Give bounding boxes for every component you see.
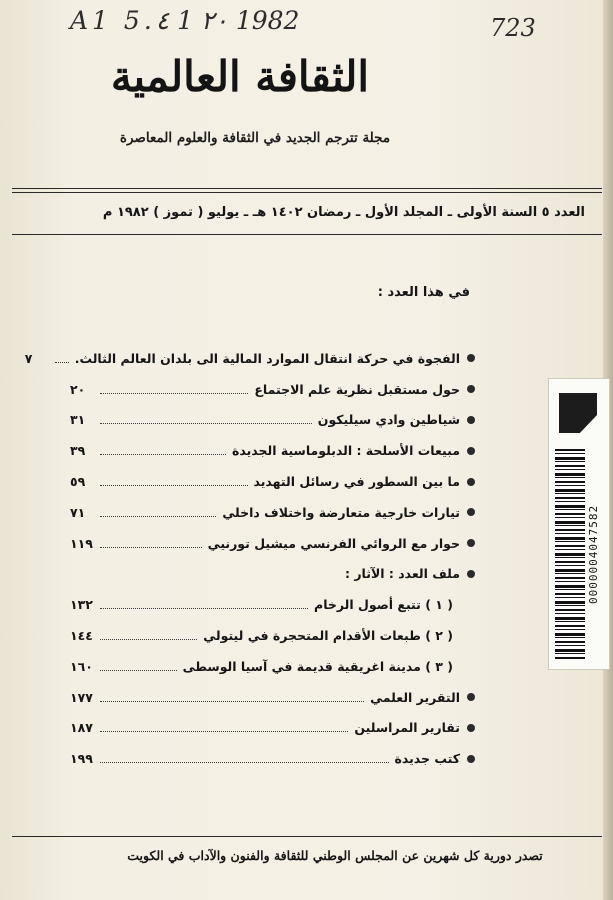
dot-leader xyxy=(100,547,202,548)
toc-entry-page: ١٨٧ xyxy=(70,720,93,736)
bullet-icon xyxy=(467,755,475,763)
toc-entry-title: حول مستقبل نظرية علم الاجتماع xyxy=(254,381,460,397)
bullet-icon xyxy=(467,508,475,516)
bullet-icon xyxy=(467,724,475,732)
handwritten-catalog-code: A1 5.٤ 1 ٢٠ 1982 xyxy=(70,6,300,35)
toc-entry-page: ٧١ xyxy=(70,504,86,520)
toc-entry-title: الفجوة في حركة انتقال الموارد المالية الى بلدان العالم الثالث. xyxy=(74,350,460,366)
bullet-icon xyxy=(467,416,475,424)
bullet-icon xyxy=(467,539,475,547)
toc-entry-page: ٢٠ xyxy=(70,381,86,397)
toc-entry-title: ( ١ ) تتبع أصول الرخام xyxy=(314,597,453,613)
toc-entry xyxy=(70,497,475,528)
dot-leader xyxy=(100,670,177,671)
dot-leader xyxy=(100,608,308,609)
toc-entry-title: مبيعات الأسلحة : الدبلوماسية الجديدة xyxy=(232,443,460,459)
top-rule xyxy=(12,188,602,189)
dot-leader xyxy=(100,762,389,763)
toc-entry xyxy=(24,343,475,374)
bullet-icon xyxy=(467,478,475,486)
toc-entry-title: كتب جديدة xyxy=(394,751,460,767)
bullet-icon xyxy=(467,447,475,455)
toc-entry xyxy=(70,620,475,651)
magazine-title: الثقافة العالمية xyxy=(110,52,370,101)
toc-entry-title: ( ٢ ) طبعات الأقدام المتحجرة في ليتولي xyxy=(203,628,453,644)
toc-entry xyxy=(70,435,475,466)
dot-leader xyxy=(100,701,364,702)
dot-leader xyxy=(100,423,312,424)
toc-entry xyxy=(70,559,475,590)
toc-entry-title: ( ٣ ) مدينة اغريقية قديمة في آسيا الوسطى xyxy=(182,658,453,674)
publisher-note: تصدر دورية كل شهرين عن المجلس الوطني للثقافة والفنون والآداب في الكويت xyxy=(127,848,543,863)
toc-entry-page: ٣١ xyxy=(70,412,86,428)
bullet-icon xyxy=(467,693,475,701)
handwritten-number: 723 xyxy=(490,14,536,42)
toc-entry-title: التقرير العلمي xyxy=(370,689,460,705)
toc-entry-title: شياطين وادي سيليكون xyxy=(317,412,460,428)
toc-entry-title: ملف العدد : الآثار : xyxy=(345,566,460,582)
dot-leader xyxy=(100,454,226,455)
toc-entry-page: ١٣٢ xyxy=(70,597,93,613)
toc-entry xyxy=(70,528,475,559)
toc-entry-page: ٥٩ xyxy=(70,474,86,490)
top-rule-thin xyxy=(12,192,602,193)
toc-entry-page: ١٤٤ xyxy=(70,628,93,644)
toc-entry xyxy=(70,651,475,682)
toc-entry xyxy=(70,405,475,436)
barcode-number: 0000004047582 xyxy=(587,504,600,604)
dot-leader xyxy=(100,639,197,640)
toc-entry xyxy=(70,682,475,713)
dot-leader xyxy=(100,731,348,732)
issue-info: العدد ٥ السنة الأولى ـ المجلد الأول ـ رمضان ١٤٠٢ هـ ـ يوليو ( تموز ) ١٩٨٢ م xyxy=(102,205,585,220)
footer-rule xyxy=(12,836,602,837)
toc-entry xyxy=(70,589,475,620)
toc-entry-title: تيارات خارجية متعارضة واختلاف داخلي xyxy=(222,504,460,520)
barcode-icon xyxy=(555,449,585,659)
toc-entry-page: ١٩٩ xyxy=(70,751,93,767)
bullet-icon xyxy=(467,570,475,578)
toc-entry-page: ١٧٧ xyxy=(70,689,93,705)
toc-entry-page: ١١٩ xyxy=(70,535,93,551)
toc-entry-page: ١٦٠ xyxy=(70,658,93,674)
dot-leader xyxy=(100,516,216,517)
toc-entry xyxy=(70,743,475,774)
bullet-icon xyxy=(467,385,475,393)
toc-heading: في هذا العدد : xyxy=(377,285,470,300)
table-of-contents xyxy=(24,343,475,774)
bullet-icon xyxy=(467,354,475,362)
dot-leader xyxy=(100,393,248,394)
barcode-sticker xyxy=(548,378,610,670)
toc-entry-page: ٣٩ xyxy=(70,443,86,459)
library-logo-icon xyxy=(559,393,597,433)
issue-rule xyxy=(12,234,602,235)
dot-leader xyxy=(55,362,69,363)
magazine-subtitle: مجلة تترجم الجديد في الثقافة والعلوم المعاصرة xyxy=(119,130,391,146)
toc-entry-title: تقارير المراسلين xyxy=(354,720,460,736)
toc-entry xyxy=(70,466,475,497)
toc-entry-title: ما بين السطور في رسائل التهديد xyxy=(253,474,460,490)
toc-entry xyxy=(70,374,475,405)
dot-leader xyxy=(100,485,248,486)
toc-entry-page: ٧ xyxy=(24,350,33,366)
toc-entry-title: حوار مع الروائي الفرنسي ميشيل تورنيي xyxy=(207,535,460,551)
toc-entry xyxy=(70,713,475,744)
